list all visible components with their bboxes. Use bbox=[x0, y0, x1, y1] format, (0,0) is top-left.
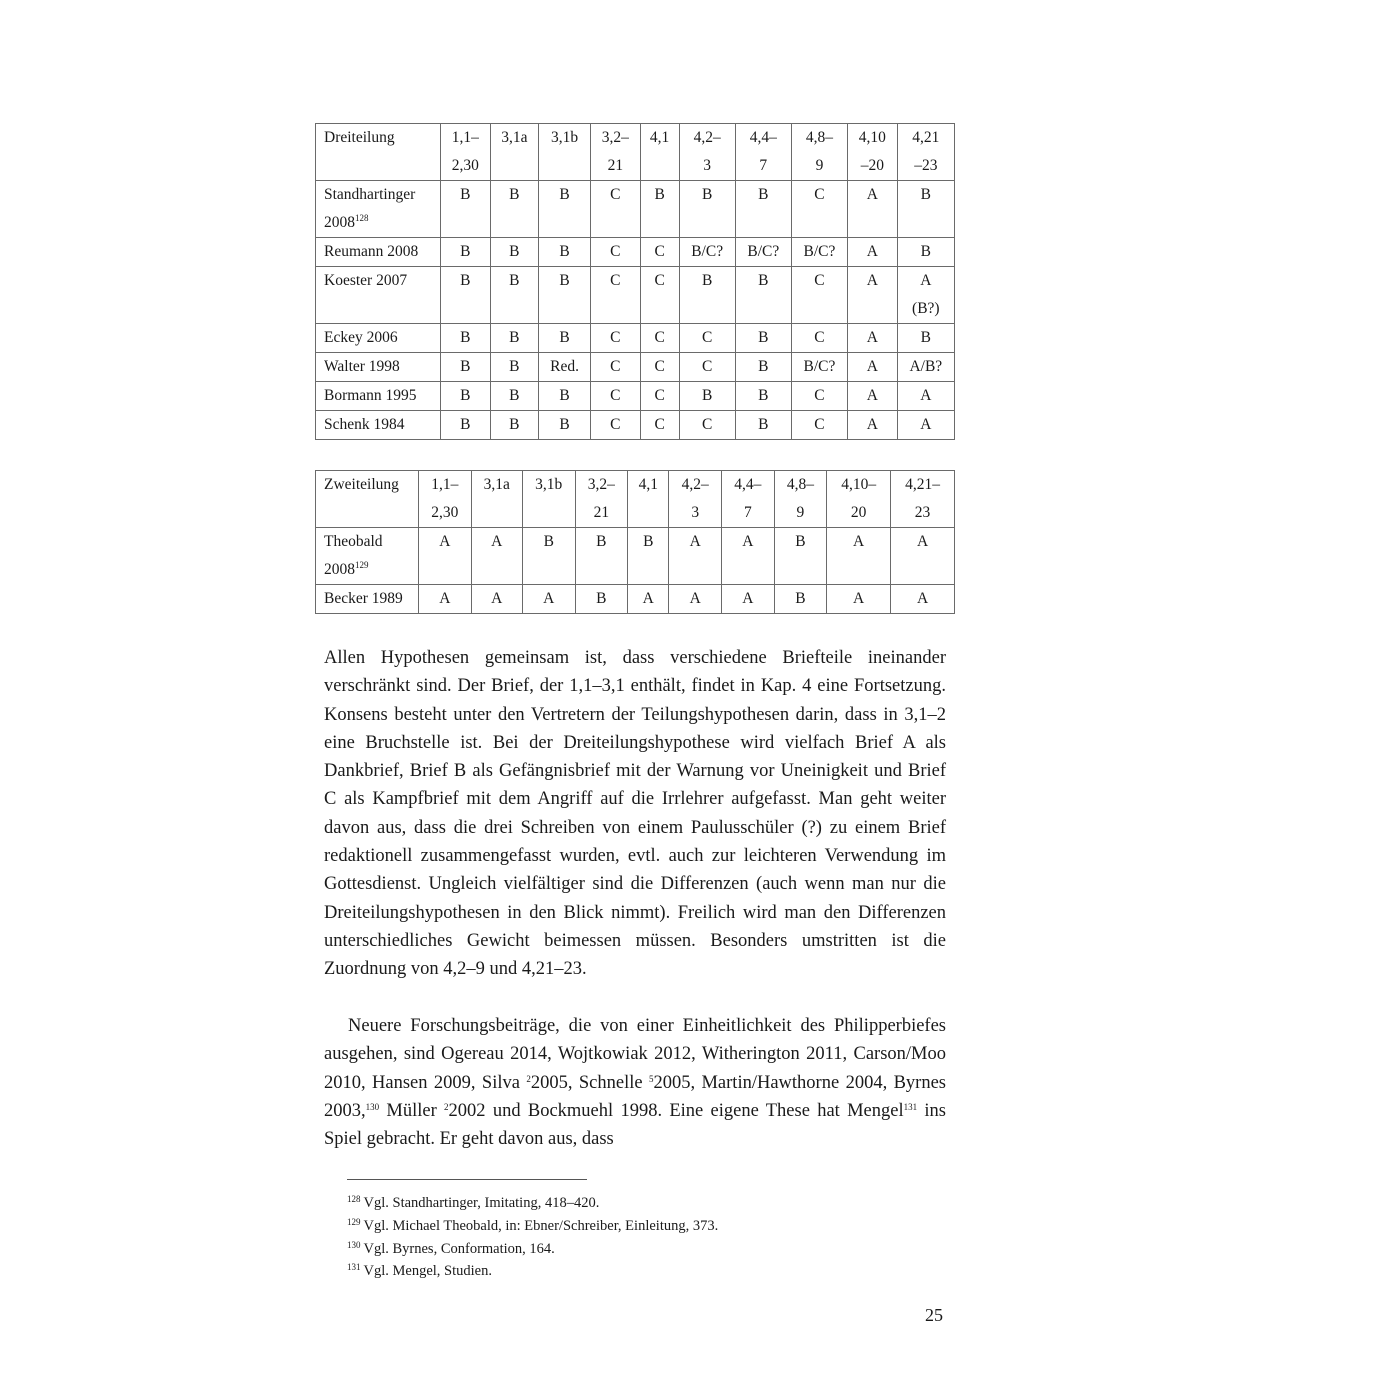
table-cell: B bbox=[735, 353, 791, 382]
column-header: 4,10– 20 bbox=[827, 471, 891, 528]
paragraph-text bbox=[324, 1012, 946, 1153]
table-cell: A bbox=[827, 528, 891, 585]
table-cell: A bbox=[848, 382, 898, 411]
table-cell: B bbox=[735, 181, 791, 238]
footnotes bbox=[347, 1192, 718, 1283]
text-run: ins Spiel gebracht. Er geht davon aus, dass bbox=[324, 1100, 946, 1150]
table-cell: A bbox=[848, 324, 898, 353]
table-cell: C bbox=[640, 353, 679, 382]
table-row bbox=[316, 528, 955, 585]
table-cell: C bbox=[791, 382, 847, 411]
row-label: Walter 1998 bbox=[316, 353, 441, 382]
table-cell: C bbox=[591, 382, 641, 411]
table-cell: A bbox=[848, 411, 898, 440]
footnote-separator bbox=[347, 1179, 587, 1180]
text-run: 2002 und Bockmuehl 1998. Eine eigene These hat Mengel bbox=[448, 1100, 904, 1121]
column-header: 3,1a bbox=[471, 471, 522, 528]
table-cell: A bbox=[897, 411, 954, 440]
row-label: Koester 2007 bbox=[316, 267, 441, 324]
footnote bbox=[347, 1238, 718, 1261]
table-row bbox=[316, 324, 955, 353]
table-cell: C bbox=[679, 411, 735, 440]
table-row bbox=[316, 353, 955, 382]
table-row bbox=[316, 585, 955, 614]
table-row bbox=[316, 382, 955, 411]
page-number: 25 bbox=[925, 1305, 943, 1325]
table-cell: C bbox=[591, 238, 641, 267]
table-cell: A bbox=[419, 528, 472, 585]
table-cell: B bbox=[735, 324, 791, 353]
table-title-cell: Zweiteilung bbox=[316, 471, 419, 528]
table-cell: B bbox=[774, 585, 827, 614]
column-header: 4,8– 9 bbox=[774, 471, 827, 528]
table-title-cell: Dreiteilung bbox=[316, 124, 441, 181]
table-cell: C bbox=[591, 411, 641, 440]
column-header: 4,4– 7 bbox=[735, 124, 791, 181]
column-header: 1,1– 2,30 bbox=[419, 471, 472, 528]
table-cell: B/C? bbox=[735, 238, 791, 267]
footnote bbox=[347, 1192, 718, 1215]
column-header: 3,2– 21 bbox=[591, 124, 641, 181]
table-cell: A bbox=[722, 528, 775, 585]
table-dreiteilung bbox=[315, 123, 955, 440]
row-label: Eckey 2006 bbox=[316, 324, 441, 353]
table-cell: C bbox=[640, 382, 679, 411]
footnote-text: Vgl. Byrnes, Conformation, 164. bbox=[363, 1240, 555, 1257]
table-cell: B bbox=[490, 353, 538, 382]
table-cell: B bbox=[897, 181, 954, 238]
table-cell: C bbox=[591, 353, 641, 382]
table-cell: A bbox=[848, 238, 898, 267]
table-cell: A bbox=[891, 528, 955, 585]
edition-superscript: 2 bbox=[526, 1073, 531, 1084]
text-run: Neuere Forschungsbeiträge, die von einer Einheitlichkeit des Philipperbiefes ausgehen, sind Ogereau 2014, Wojtkowiak 2012, Witherington 2011, Carson/Moo 2010, Hansen 2009, Silva bbox=[324, 1016, 946, 1093]
table-cell: B bbox=[539, 382, 591, 411]
row-label: Reumann 2008 bbox=[316, 238, 441, 267]
table-cell: C bbox=[591, 324, 641, 353]
table-cell: B bbox=[679, 181, 735, 238]
table-cell: B/C? bbox=[791, 353, 847, 382]
table-cell: A bbox=[628, 585, 669, 614]
column-header: 4,4– 7 bbox=[722, 471, 775, 528]
table-cell: B bbox=[539, 181, 591, 238]
table-cell: A bbox=[848, 181, 898, 238]
table-cell: Red. bbox=[539, 353, 591, 382]
row-label: Bormann 1995 bbox=[316, 382, 441, 411]
footnote-text: Vgl. Standhartinger, Imitating, 418–420. bbox=[363, 1195, 600, 1211]
column-header: 4,21– 23 bbox=[891, 471, 955, 528]
column-header: 4,2– 3 bbox=[669, 471, 722, 528]
table-cell: B bbox=[441, 382, 491, 411]
table-row bbox=[316, 238, 955, 267]
footnote-ref[interactable]: 129 bbox=[355, 560, 369, 570]
table-cell: C bbox=[679, 324, 735, 353]
table-cell: A bbox=[471, 528, 522, 585]
table-row bbox=[316, 411, 955, 440]
table-cell: B bbox=[897, 324, 954, 353]
table-cell: B bbox=[490, 238, 538, 267]
table-cell: B bbox=[679, 267, 735, 324]
table-cell: B bbox=[441, 267, 491, 324]
table-cell: B/C? bbox=[679, 238, 735, 267]
paragraph-research bbox=[324, 1012, 946, 1153]
footnote-text: Vgl. Mengel, Studien. bbox=[363, 1263, 492, 1280]
table-cell: B/C? bbox=[791, 238, 847, 267]
table-cell: B bbox=[441, 411, 491, 440]
table-cell: B bbox=[441, 324, 491, 353]
table-cell: B bbox=[575, 528, 628, 585]
table-cell: C bbox=[591, 181, 641, 238]
footnote-ref[interactable]: 128 bbox=[355, 213, 369, 223]
table-cell: C bbox=[640, 238, 679, 267]
column-header: 3,1b bbox=[539, 124, 591, 181]
footnote-ref[interactable]: 131 bbox=[903, 1101, 918, 1112]
edition-superscript: 5 bbox=[648, 1073, 654, 1084]
table-cell: B bbox=[679, 382, 735, 411]
table-cell: A (B?) bbox=[897, 267, 954, 324]
column-header: 4,1 bbox=[640, 124, 679, 181]
table-cell: B bbox=[441, 238, 491, 267]
edition-superscript: 2 bbox=[444, 1101, 449, 1112]
row-label: Schenk 1984 bbox=[316, 411, 441, 440]
footnote-ref[interactable]: 130 bbox=[365, 1101, 380, 1112]
table-cell: B bbox=[522, 528, 575, 585]
table-cell: A bbox=[471, 585, 522, 614]
table-cell: B bbox=[539, 267, 591, 324]
table-cell: C bbox=[791, 181, 847, 238]
table-cell: B bbox=[441, 353, 491, 382]
table-cell: B bbox=[539, 411, 591, 440]
table-cell: B bbox=[539, 238, 591, 267]
column-header: 4,8– 9 bbox=[791, 124, 847, 181]
table-cell: B bbox=[490, 411, 538, 440]
footnote-number: 131 bbox=[347, 1262, 361, 1273]
footnote-number: 128 bbox=[347, 1194, 361, 1204]
table-cell: A bbox=[891, 585, 955, 614]
table-cell: C bbox=[679, 353, 735, 382]
table-cell: A bbox=[848, 353, 898, 382]
table-cell: C bbox=[640, 267, 679, 324]
table-cell: A bbox=[897, 382, 954, 411]
table-cell: B bbox=[628, 528, 669, 585]
table-cell: A bbox=[848, 267, 898, 324]
column-header: 4,10 –20 bbox=[848, 124, 898, 181]
table-cell: C bbox=[791, 324, 847, 353]
text-run: Müller bbox=[379, 1100, 445, 1121]
table-cell: C bbox=[791, 267, 847, 324]
table-cell: B bbox=[640, 181, 679, 238]
table-cell: B bbox=[774, 528, 827, 585]
column-header: 4,21 –23 bbox=[897, 124, 954, 181]
table-cell: B bbox=[490, 382, 538, 411]
column-header: 4,1 bbox=[628, 471, 669, 528]
row-label: Theobald 2008$^{129}$ bbox=[316, 528, 419, 585]
footnote bbox=[347, 1260, 718, 1283]
footnote bbox=[347, 1215, 718, 1238]
column-header: 1,1– 2,30 bbox=[441, 124, 491, 181]
table-header-row bbox=[316, 124, 955, 181]
column-header: 3,1a bbox=[490, 124, 538, 181]
paragraph-hypotheses bbox=[324, 644, 946, 984]
table-cell: C bbox=[640, 324, 679, 353]
table-cell: A bbox=[669, 528, 722, 585]
table-cell: C bbox=[591, 267, 641, 324]
table-cell: B bbox=[735, 267, 791, 324]
table-cell: B bbox=[575, 585, 628, 614]
text-run: 2005, Schnelle bbox=[530, 1072, 649, 1093]
row-label: Becker 1989 bbox=[316, 585, 419, 614]
table-cell: B bbox=[490, 267, 538, 324]
footnote-number: 129 bbox=[347, 1216, 361, 1227]
table-cell: A bbox=[722, 585, 775, 614]
table-cell: B bbox=[490, 324, 538, 353]
table-cell: B bbox=[441, 181, 491, 238]
table-row bbox=[316, 267, 955, 324]
table-cell: A/B? bbox=[897, 353, 954, 382]
table-cell: A bbox=[669, 585, 722, 614]
table-header-row bbox=[316, 471, 955, 528]
table-cell: B bbox=[735, 411, 791, 440]
paragraph-text: Allen Hypothesen gemeinsam ist, dass verschiedene Briefteile ineinander verschränkt sind. Der Brief, der 1,1–3,1 enthält, findet in Kap. 4 eine Fortsetzung. Konsens besteht unter den Vertretern der Teilungshypothesen darin, dass in 3,1–2 eine Bruchstelle ist. Bei der Dreiteilungshypothese wird vielfach Brief A als Dankbrief, Brief B als Gefängnisbrief mit der Warnung vor Uneinigkeit und Brief C als Kampfbrief mit dem Angriff auf die Irrlehrer aufgefasst. Man geht weiter davon aus, dass die drei Schreiben von einem Paulusschüler (?) zu einem Brief redaktionell zusammengefasst wurden, evtl. auch zur leichteren Verwendung im Gottesdienst. Ungleich vielfältiger sind die Differenzen (auch wenn man nur die Dreiteilungshypothesen in den Blick nimmt). Freilich wird man den Differenzen unterschiedliches Gewicht beimessen müssen. Besonders umstritten ist die Zuordnung von 4,2–9 und 4,21–23. bbox=[324, 648, 946, 980]
footnote-text: Vgl. Michael Theobald, in: Ebner/Schreiber, Einleitung, 373. bbox=[363, 1217, 719, 1234]
table-cell: B bbox=[735, 382, 791, 411]
table-cell: A bbox=[419, 585, 472, 614]
table-cell: A bbox=[522, 585, 575, 614]
text-run: 2005, Martin/Hawthorne 2004, Byrnes 2003, bbox=[324, 1072, 946, 1121]
column-header: 3,1b bbox=[522, 471, 575, 528]
table-row bbox=[316, 181, 955, 238]
table-cell: A bbox=[827, 585, 891, 614]
row-label: Standhartinger 2008$^{128}$ bbox=[316, 181, 441, 238]
column-header: 4,2– 3 bbox=[679, 124, 735, 181]
table-cell: B bbox=[539, 324, 591, 353]
table-cell: C bbox=[640, 411, 679, 440]
column-header: 3,2– 21 bbox=[575, 471, 628, 528]
table-cell: C bbox=[791, 411, 847, 440]
footnote-number: 130 bbox=[347, 1239, 361, 1250]
table-cell: B bbox=[490, 181, 538, 238]
table-zweiteilung bbox=[315, 470, 955, 614]
table-cell: B bbox=[897, 238, 954, 267]
